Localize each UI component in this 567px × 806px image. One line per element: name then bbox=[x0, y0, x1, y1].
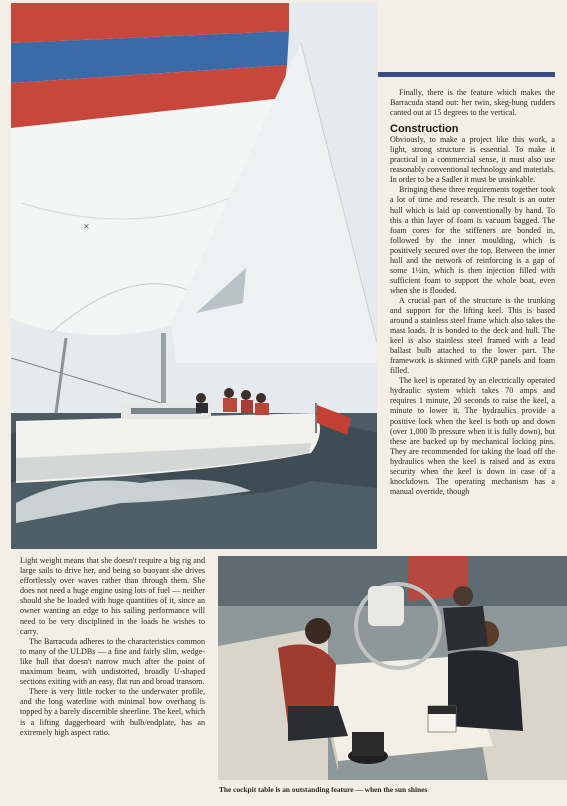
construction-paragraph-4: The keel is operated by an electrically operated hydraulic system which takes 70 amps and requires 1 minute, 20 seconds to raise the keel, a minute to lower it. The hydraulics provide a positive lock when the keel is both up and down (over 1,000 lb pressure when it is fully down), but these are backed up by mechanical locking pins. They are recommended for taking the load off the hydraulics when the keel is raised and as extra security when the keel is down in case of a knockdown. The operating mechanism has a manual override, though bbox=[390, 376, 555, 496]
body-paragraph-3: There is very little rocker to the underwater profile, and the long waterline with minimal bow overhang is topped by a barely discernible sheerline. The keel, which is a lifting daggerboard with bulb/endplate, has an extremely high aspect ratio. bbox=[20, 687, 205, 737]
cockpit-illustration bbox=[218, 556, 567, 780]
right-article-column bbox=[390, 86, 555, 497]
construction-paragraph-2: Bringing these three requirements together took a lot of time and research. The result is an outer hull which is laid up conventionally by hand. To this a thin layer of foam is vacuum bagged. The foam cores for the stiffeners are bonded in, followed by the inner moulding, which is positively secured over the top. Between the inner hull and the network of reinforcing is a gap of some 1½in, which is then injection filled with sufficient foam to support the whole boat, even when she is flooded. bbox=[390, 185, 555, 295]
body-paragraph-2: The Barracuda adheres to the characteristics common to many of the ULDBs — a fine and fairly slim, wedge-like hull that doesn't narrow much after the point of maximum beam, with undistorted, broadly U-shaped sections exiting with an easy, flat run and broad transom. bbox=[20, 636, 205, 687]
cockpit-table-photo bbox=[218, 556, 567, 780]
intro-paragraph: Finally, there is the feature which makes the Barracuda stand out: her twin, skeg-hung rudders canted out at 15 degrees to the vertical. bbox=[390, 88, 555, 118]
yacht-sailing-illustration bbox=[11, 3, 377, 549]
photo-caption: The cockpit table is an outstanding feature — when the sun shines bbox=[219, 785, 428, 794]
section-rule bbox=[378, 72, 555, 77]
left-article-column bbox=[20, 556, 205, 738]
yacht-sailing-photo bbox=[11, 3, 377, 549]
construction-paragraph-3: A crucial part of the structure is the trunking and support for the lifting keel. This is based around a stainless steel frame which also takes the mast loads. It is bonded to the deck and hull. The keel is also stainless steel framed with a lead ballast bulb attached to the lower part. The framework is skinned with GRP panels and foam filled. bbox=[390, 295, 555, 376]
body-paragraph-1: Light weight means that she doesn't require a big rig and large sails to drive her, and being so buoyant she drives effortlessly over waves rather than through them. She does not need a huge engine using lots of fuel — neither should she be loaded with huge quantities of it, since an owner wanting an edge to his sailing performance will need to be very disciplined in the loads he wishes to carry. bbox=[20, 556, 205, 636]
svg-text:⨯: ⨯ bbox=[83, 222, 90, 231]
construction-paragraph-1: Obviously, to make a project like this work, a light, strong structure is essential. To make it practical in a commercial sense, it must also use reasonably conventional technology and materials. In order to be a Sadler it must be unsinkable. bbox=[390, 135, 555, 185]
construction-heading: Construction bbox=[390, 123, 459, 136]
